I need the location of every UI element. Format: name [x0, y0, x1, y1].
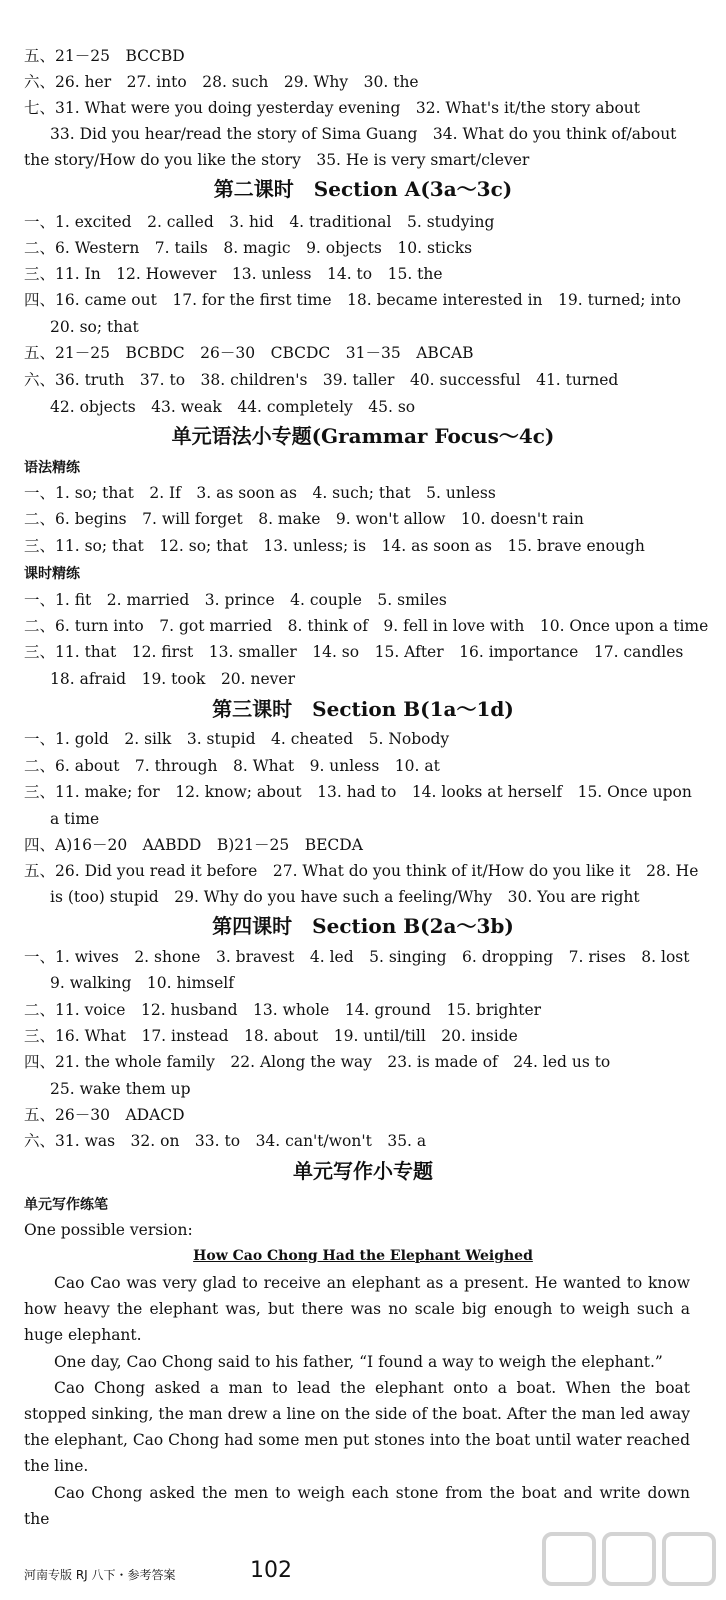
- answer-line: 五、26. Did you read it before 27. What do you think of it/How do you like it 28. He: [24, 862, 699, 880]
- answer-line: 33. Did you hear/read the story of Sima Guang 34. What do you think of/about: [50, 125, 677, 143]
- answer-line: 18. afraid 19. took 20. never: [50, 670, 296, 688]
- subheading: 单元写作练笔: [24, 1197, 108, 1213]
- answer-line: the story/How do you like the story 35. He is very smart/clever: [24, 151, 530, 169]
- answer-line: 二、6. turn into 7. got married 8. think of 9. fell in love with 10. Once upon a time: [24, 617, 709, 635]
- answer-line: 9. walking 10. himself: [50, 974, 234, 992]
- answer-line: 20. so; that: [50, 318, 139, 336]
- essay-paragraph: One day, Cao Chong said to his father, “I found a way to weigh the elephant.”: [54, 1353, 663, 1371]
- answer-line: 七、31. What were you doing yesterday evening 32. What's it/the story about: [24, 99, 641, 117]
- answer-line: 三、11. that 12. first 13. smaller 14. so 15. After 16. importance 17. candles: [24, 643, 684, 661]
- essay-paragraph: Cao Chong asked a man to lead the elephant onto a boat. When the boat stopped sinking, the man drew a line on the side of the boat. After the man led away the elephant, Cao Chong had some men put stones into the boat until water reached the line.: [24, 1379, 690, 1475]
- footer-label: 河南专版 RJ 八下・参考答案: [24, 1568, 176, 1582]
- section-heading: 第三课时 Section B(1a～1d): [212, 697, 514, 721]
- answer-line: 三、11. so; that 12. so; that 13. unless; is 14. as soon as 15. brave enough: [24, 537, 645, 555]
- answer-line: 六、26. her 27. into 28. such 29. Why 30. the: [24, 73, 419, 91]
- section-heading: 第二课时 Section A(3a～3c): [213, 177, 513, 201]
- answer-line: 五、21－25 BCBDC 26－30 CBCDC 31－35 ABCAB: [24, 344, 474, 362]
- answer-line: 三、11. make; for 12. know; about 13. had to 14. looks at herself 15. Once upon: [24, 783, 692, 801]
- section-heading: 第四课时 Section B(2a～3b): [212, 914, 514, 938]
- answer-line: 三、11. In 12. However 13. unless 14. to 15. the: [24, 265, 443, 283]
- answer-line: One possible version:: [24, 1221, 193, 1239]
- essay-paragraph: Cao Cao was very glad to receive an elephant as a present. He wanted to know how heavy the elephant was, but there was no scale big enough to weigh such a huge elephant.: [24, 1274, 690, 1344]
- answer-line: 一、1. wives 2. shone 3. bravest 4. led 5. singing 6. dropping 7. rises 8. lost: [24, 948, 690, 966]
- answer-line: 25. wake them up: [50, 1080, 191, 1098]
- answer-line: 六、36. truth 37. to 38. children's 39. taller 40. successful 41. turned: [24, 371, 619, 389]
- answer-line: 二、6. about 7. through 8. What 9. unless 10. at: [24, 757, 440, 775]
- answer-line: 四、A)16－20 AABDD B)21－25 BECDA: [24, 836, 363, 854]
- section-heading: 单元语法小专题(Grammar Focus～4c): [171, 424, 555, 448]
- answer-line: 一、1. gold 2. silk 3. stupid 4. cheated 5. Nobody: [24, 730, 450, 748]
- answer-line: 一、1. so; that 2. If 3. as soon as 4. such; that 5. unless: [24, 484, 496, 502]
- answer-line: 四、21. the whole family 22. Along the way 23. is made of 24. led us to: [24, 1053, 611, 1071]
- essay-paragraph: Cao Chong asked the men to weigh each stone from the boat and write down the: [24, 1484, 690, 1528]
- answer-line: is (too) stupid 29. Why do you have such a feeling/Why 30. You are right: [50, 888, 640, 906]
- answer-line: 六、31. was 32. on 33. to 34. can't/won't 35. a: [24, 1132, 427, 1150]
- answer-line: 四、16. came out 17. for the first time 18. became interested in 19. turned; into: [24, 291, 681, 309]
- answer-line: 五、21－25 BCCBD: [24, 47, 185, 65]
- watermark-logo: [540, 1528, 720, 1594]
- page-number: 102: [250, 1558, 292, 1583]
- essay-title: How Cao Chong Had the Elephant Weighed: [193, 1248, 533, 1264]
- answer-line: 一、1. excited 2. called 3. hid 4. traditional 5. studying: [24, 213, 495, 231]
- subheading: 语法精练: [24, 460, 80, 476]
- answer-line: 一、1. fit 2. married 3. prince 4. couple 5. smiles: [24, 591, 447, 609]
- answer-line: 三、16. What 17. instead 18. about 19. until/till 20. inside: [24, 1027, 518, 1045]
- subheading: 课时精练: [24, 566, 80, 582]
- answer-line: a time: [50, 810, 100, 828]
- answer-line: 二、11. voice 12. husband 13. whole 14. ground 15. brighter: [24, 1001, 542, 1019]
- answer-line: 五、26－30 ADACD: [24, 1106, 185, 1124]
- answer-line: 二、6. Western 7. tails 8. magic 9. objects 10. sticks: [24, 239, 473, 257]
- answer-line: 二、6. begins 7. will forget 8. make 9. won't allow 10. doesn't rain: [24, 510, 584, 528]
- answer-line: 42. objects 43. weak 44. completely 45. so: [50, 398, 416, 416]
- section-heading: 单元写作小专题: [293, 1159, 433, 1183]
